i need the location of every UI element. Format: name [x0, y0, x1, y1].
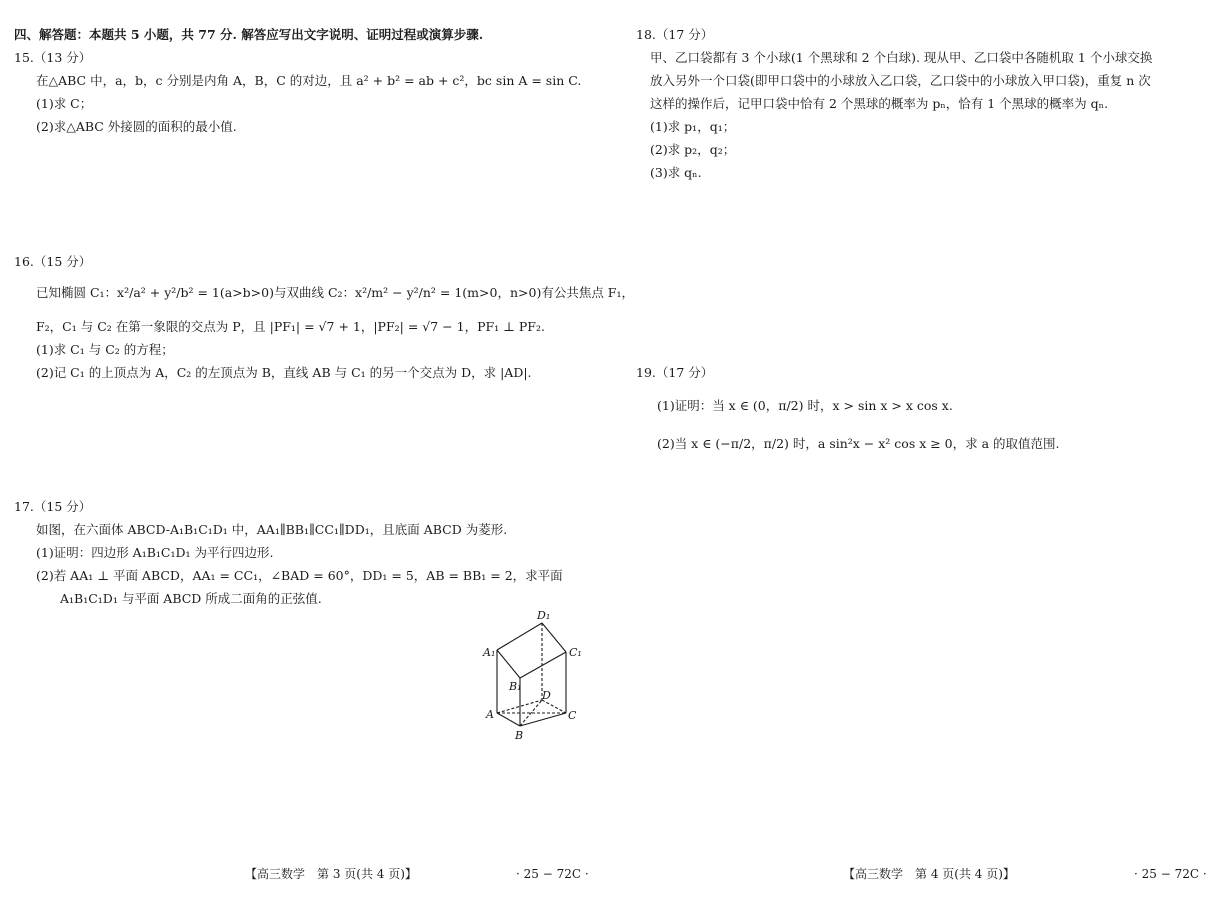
label-A: A	[486, 708, 494, 721]
right-footer-code: · 25 − 72C ·	[1134, 867, 1207, 881]
q17-stem: 如图，在六面体 ABCD-A₁B₁C₁D₁ 中，AA₁∥BB₁∥CC₁∥DD₁，且底面 ABCD 为菱形.	[36, 522, 508, 537]
left-footer-code: · 25 − 72C ·	[516, 867, 589, 881]
q15-part1: (1)求 C；	[36, 96, 93, 111]
q17-part2-line1: (2)若 AA₁ ⊥ 平面 ABCD，AA₁ = CC₁，∠BAD = 60°，DD₁ = 5，AB = BB₁ = 2，求平面	[36, 568, 563, 583]
edge-A1-B1	[497, 650, 520, 678]
label-C: C	[568, 709, 577, 722]
q15-part2: (2)求△ABC 外接圆的面积的最小值.	[36, 119, 237, 134]
left-footer-title: 【高三数学 第 3 页(共 4 页)】	[245, 867, 417, 881]
q18-part1: (1)求 p₁，q₁；	[650, 119, 736, 134]
q19-part2: (2)当 x ∈ (−π/2，π/2) 时，a sin²x − x² cos x ≥ 0，求 a 的取值范围.	[657, 436, 1060, 451]
q19-number: 19.（17 分）	[636, 365, 714, 380]
edge-A1-D1	[497, 623, 542, 650]
q18-stem-line2: 放入另外一个口袋(即甲口袋中的小球放入乙口袋，乙口袋中的小球放入甲口袋)，重复 n 次	[650, 73, 1151, 88]
label-D: D	[542, 689, 551, 702]
q16-part1: (1)求 C₁ 与 C₂ 的方程；	[36, 342, 174, 357]
edge-D1-C1	[542, 623, 566, 652]
q18-stem-line1: 甲、乙口袋都有 3 个小球(1 个黑球和 2 个白球). 现从甲、乙口袋中各随机取 1 个小球交换	[650, 50, 1153, 65]
label-D1: D₁	[537, 609, 551, 622]
edge-B-C	[520, 713, 566, 726]
label-A1: A₁	[483, 646, 496, 659]
q16-number: 16.（15 分）	[14, 254, 92, 269]
q19-part1: (1)证明：当 x ∈ (0，π/2) 时，x > sin x > x cos x.	[657, 398, 953, 413]
right-footer-title: 【高三数学 第 4 页(共 4 页)】	[843, 867, 1015, 881]
section-header: 四、解答题：本题共 5 小题，共 77 分. 解答应写出文字说明、证明过程或演算步骤.	[14, 27, 484, 42]
label-B1: B₁	[509, 680, 522, 693]
label-C1: C₁	[569, 646, 582, 659]
q18-stem-line3: 这样的操作后，记甲口袋中恰有 2 个黑球的概率为 pₙ，恰有 1 个黑球的概率为 qₙ.	[650, 96, 1109, 111]
q17-part2-line2: A₁B₁C₁D₁ 与平面 ABCD 所成二面角的正弦值.	[60, 591, 322, 606]
q17-number: 17.（15 分）	[14, 499, 92, 514]
label-B: B	[515, 729, 524, 742]
q18-number: 18.（17 分）	[636, 27, 714, 42]
q15-number: 15.（13 分）	[14, 50, 92, 65]
edge-B1-C1	[520, 652, 566, 678]
q15-stem: 在△ABC 中，a，b，c 分别是内角 A，B，C 的对边，且 a² + b² = ab + c²，bc sin A = sin C.	[36, 73, 582, 88]
q16-stem-line2: F₂，C₁ 与 C₂ 在第一象限的交点为 P，且 |PF₁| = √7 + 1，|PF₂| = √7 − 1，PF₁ ⊥ PF₂.	[36, 319, 545, 334]
q18-part3: (3)求 qₙ.	[650, 165, 702, 180]
q18-part2: (2)求 p₂，q₂；	[650, 142, 736, 157]
q17-part1: (1)证明：四边形 A₁B₁C₁D₁ 为平行四边形.	[36, 545, 274, 560]
edge-A-B	[497, 713, 520, 726]
q16-stem-line1: 已知椭圆 C₁：x²/a² + y²/b² = 1(a>b>0)与双曲线 C₂：x²/m² − y²/n² = 1(m>0，n>0)有公共焦点 F₁，	[36, 285, 634, 300]
q16-part2: (2)记 C₁ 的上顶点为 A，C₂ 的左顶点为 B，直线 AB 与 C₁ 的另一个交点为 D，求 |AD|.	[36, 365, 532, 380]
